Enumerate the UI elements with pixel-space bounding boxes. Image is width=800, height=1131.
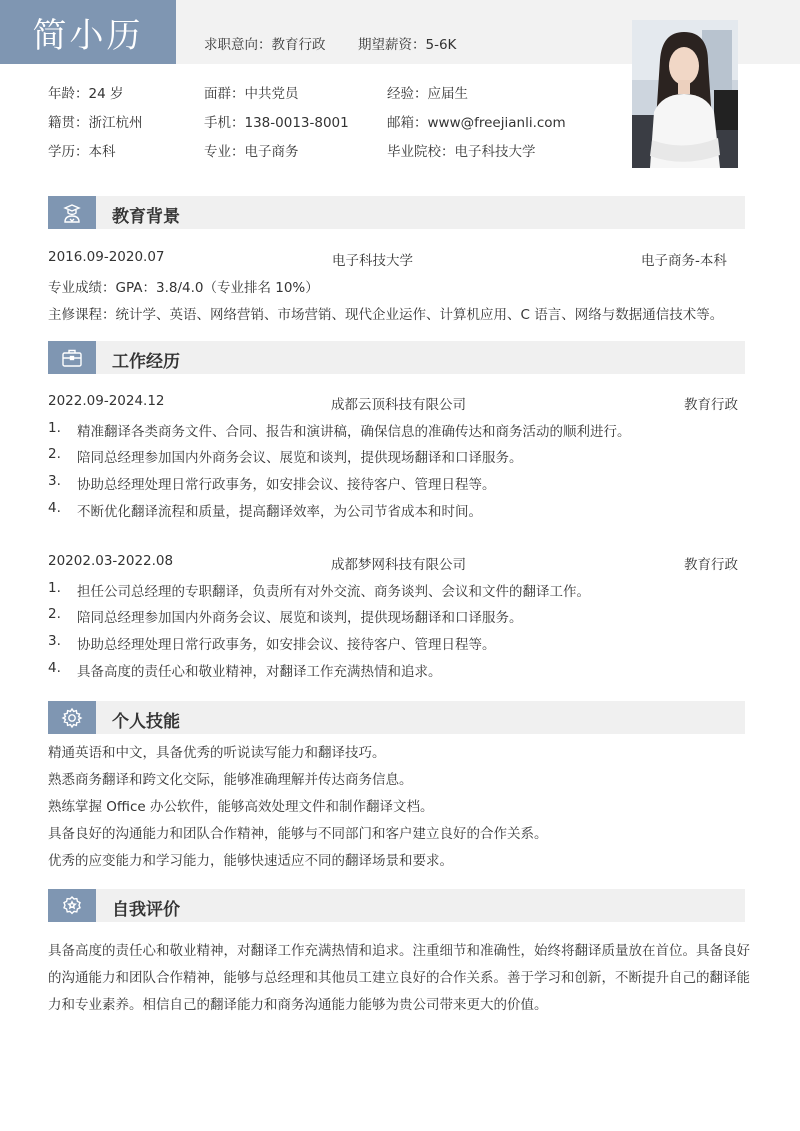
duty-text: 不断优化翻译流程和质量，提高翻译效率，为公司节省成本和时间。: [77, 504, 482, 520]
duty-text: 陪同总经理参加国内外商务会议、展览和谈判，提供现场翻译和口译服务。: [77, 450, 523, 466]
info-experience: 经验：应届生: [387, 86, 468, 102]
skill-item: 优秀的应变能力和学习能力，能够快速适应不同的翻译场景和要求。: [48, 853, 453, 869]
expected-salary: 期望薪资：5-6K: [358, 37, 457, 53]
award-icon: [48, 889, 96, 922]
duty-number: 4.: [48, 660, 61, 676]
section-evaluation-header: [48, 889, 745, 922]
section-education-header: [48, 196, 745, 229]
info-phone: 手机：138-0013-8001: [204, 115, 349, 131]
briefcase-icon: [48, 341, 96, 374]
edu-school: 电子科技大学: [332, 253, 413, 269]
profile-photo: [632, 20, 738, 168]
duty-text: 协助总经理处理日常行政事务，如安排会议、接待客户、管理日程等。: [77, 477, 496, 493]
duty-text: 担任公司总经理的专职翻译，负责所有对外交流、商务谈判、会议和文件的翻译工作。: [77, 584, 590, 600]
duty-number: 1.: [48, 580, 61, 596]
duty-text: 精准翻译各类商务文件、合同、报告和演讲稿，确保信息的准确传达和商务活动的顺利进行。: [77, 424, 631, 440]
candidate-name: 简小历: [32, 15, 144, 56]
name-block: [0, 0, 176, 64]
skill-item: 精通英语和中文，具备优秀的听说读写能力和翻译技巧。: [48, 745, 386, 761]
duty-number: 3.: [48, 473, 61, 489]
info-age: 年龄：24 岁: [48, 86, 124, 102]
gear-icon: [48, 701, 96, 734]
job-intent: 求职意向：教育行政: [204, 37, 326, 53]
job-company: 成都云顶科技有限公司: [331, 397, 466, 413]
info-origin: 籍贯：浙江杭州: [48, 115, 143, 131]
graduate-icon: [48, 196, 96, 229]
duty-number: 2.: [48, 606, 61, 622]
section-title: 个人技能: [112, 712, 180, 732]
skill-item: 熟练掌握 Office 办公软件，能够高效处理文件和制作翻译文档。: [48, 799, 434, 815]
info-politics: 面群：中共党员: [204, 86, 299, 102]
job-role: 教育行政: [684, 557, 738, 573]
info-major: 专业：电子商务: [204, 144, 299, 160]
duty-text: 陪同总经理参加国内外商务会议、展览和谈判，提供现场翻译和口译服务。: [77, 610, 523, 626]
section-skills-header: [48, 701, 745, 734]
duty-number: 2.: [48, 446, 61, 462]
info-degree: 学历：本科: [48, 144, 116, 160]
job-role: 教育行政: [684, 397, 738, 413]
duty-number: 1.: [48, 420, 61, 436]
duty-text: 协助总经理处理日常行政事务，如安排会议、接待客户、管理日程等。: [77, 637, 496, 653]
duty-number: 3.: [48, 633, 61, 649]
section-title: 自我评价: [112, 900, 180, 920]
job-company: 成都梦网科技有限公司: [331, 557, 466, 573]
job-period: 20202.03-2022.08: [48, 553, 174, 569]
duty-text: 具备高度的责任心和敬业精神，对翻译工作充满热情和追求。: [77, 664, 442, 680]
skill-item: 具备良好的沟通能力和团队合作精神，能够与不同部门和客户建立良好的合作关系。: [48, 826, 548, 842]
skill-item: 熟悉商务翻译和跨文化交际，能够准确理解并传达商务信息。: [48, 772, 413, 788]
edu-major: 电子商务-本科: [641, 253, 727, 269]
info-email: 邮箱：www@freejianli.com: [387, 115, 566, 131]
job-period: 2022.09-2024.12: [48, 393, 165, 409]
evaluation-text: 具备高度的责任心和敬业精神，对翻译工作充满热情和追求。注重细节和准确性，始终将翻译质量放在首位。具备良好的沟通能力和团队合作精神，能够与总经理和其他员工建立良好的合作关系。善于学习和创新，不断提升自己的翻译能力和专业素养。相信自己的翻译能力和商务沟通能力能够为贵公司带来更大的价值。: [48, 943, 750, 1013]
info-school: 毕业院校：电子科技大学: [387, 144, 536, 160]
edu-gpa: 专业成绩：GPA：3.8/4.0（专业排名 10%）: [48, 280, 319, 296]
section-work-header: [48, 341, 745, 374]
section-title: 教育背景: [112, 207, 180, 227]
duty-number: 4.: [48, 500, 61, 516]
section-title: 工作经历: [112, 352, 180, 372]
edu-period: 2016.09-2020.07: [48, 249, 165, 265]
edu-courses: 主修课程：统计学、英语、网络营销、市场营销、现代企业运作、计算机应用、C 语言、网络与数据通信技术等。: [48, 307, 724, 323]
